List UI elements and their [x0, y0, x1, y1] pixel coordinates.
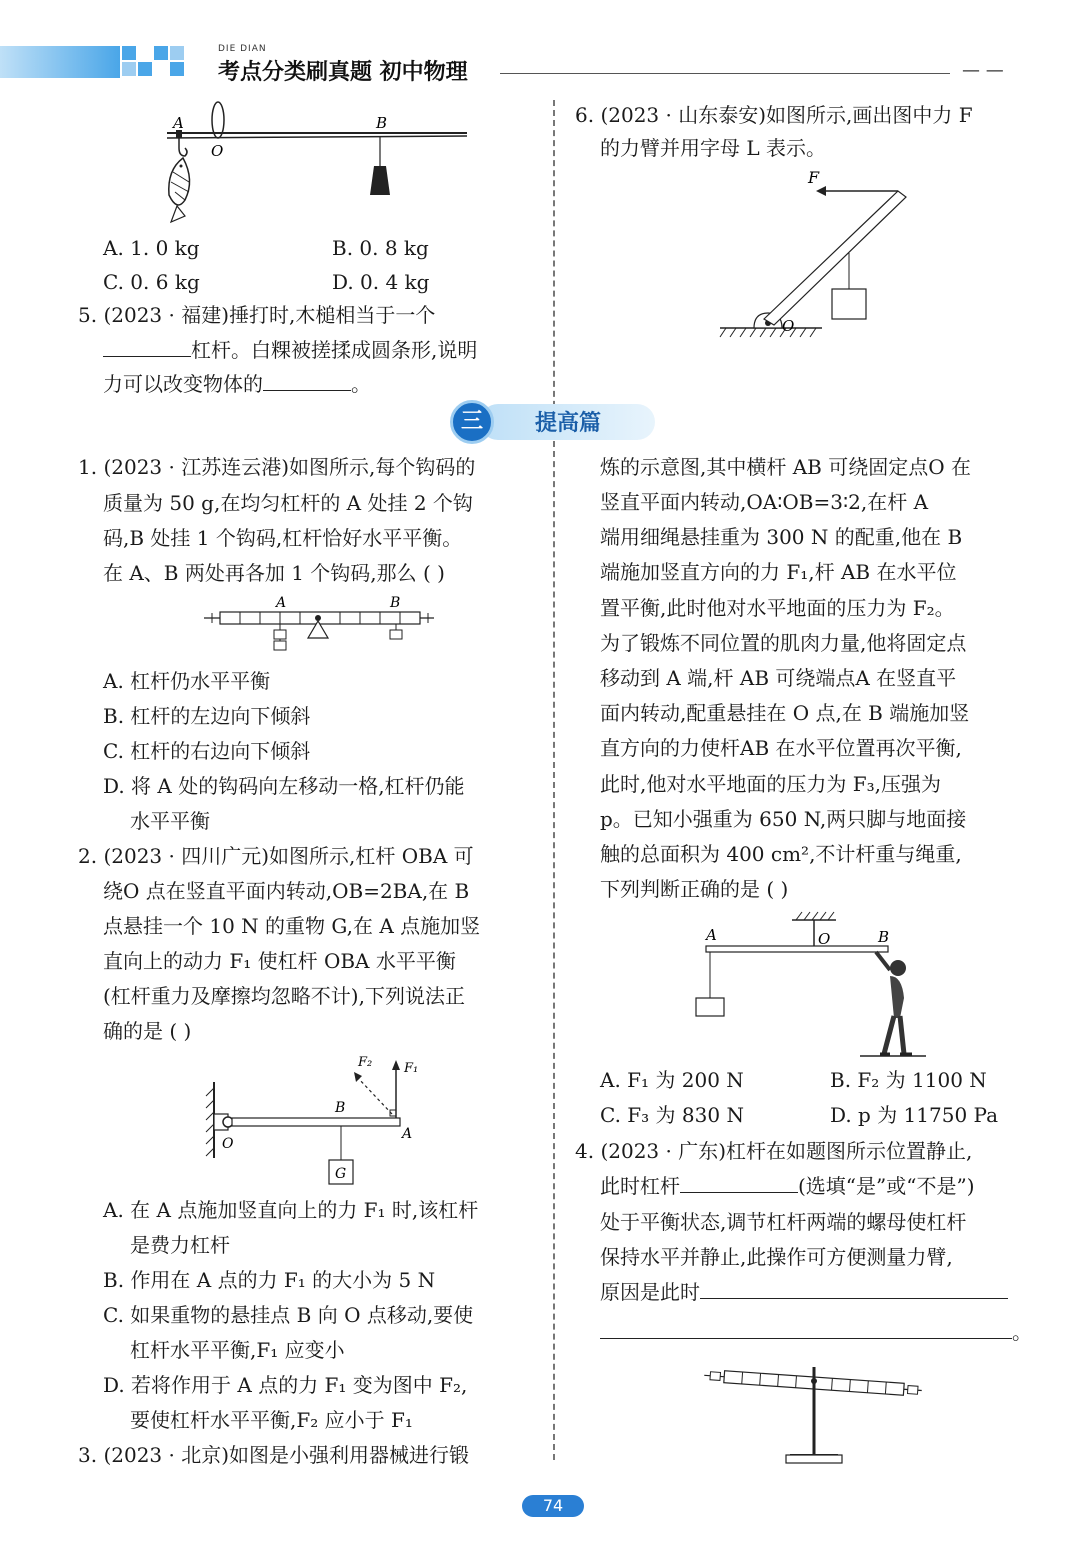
q3-cont-line-11: p。已知小强重为 650 N,两只脚与地面接 [600, 807, 967, 831]
q3-cont-line-4: 端施加竖直方向的力 F₁,杆 AB 在水平位 [600, 560, 957, 584]
q3-cont-line-5: 置平衡,此时他对水平地面的压力为 F₂。 [600, 596, 955, 620]
q3-cont-line-3: 端用细绳悬挂重为 300 N 的配重,他在 B [600, 525, 963, 549]
fish-label-a: A [173, 114, 184, 132]
q4-line-5: 原因是此时 [600, 1278, 1008, 1306]
q3-cont-line-1: 炼的示意图,其中横杆 AB 可绕固定点O 在 [600, 455, 971, 479]
q1-line-4: 在 A、B 两处再各加 1 个钩码,那么 ( ) [103, 561, 445, 585]
q2-line-1: 2. (2023 · 四川广元)如图所示,杠杆 OBA 可 [78, 844, 474, 868]
q6-line-2: 的力臂并用字母 L 表示。 [600, 136, 826, 160]
q3-option-c: C. F₃ 为 830 N [600, 1103, 744, 1127]
q3-fig-b: B [878, 928, 890, 946]
q2-option-c: C. 如果重物的悬挂点 B 向 O 点移动,要使 [103, 1303, 474, 1327]
page-number: 74 [522, 1495, 584, 1517]
header-title: 考点分类刷真题 初中物理 [218, 60, 468, 85]
q5-line-2: 杠杆。白粿被搓揉成圆条形,说明 [103, 336, 477, 364]
fish-steelyard-figure [155, 100, 475, 230]
q3-option-a: A. F₁ 为 200 N [600, 1068, 744, 1092]
header-rule [500, 73, 950, 74]
header-dashes: — — [962, 60, 1004, 81]
q6-lever-figure [712, 165, 922, 350]
q4-blank-1[interactable] [680, 1172, 798, 1193]
q6-line-1: 6. (2023 · 山东泰安)如图所示,画出图中力 F [575, 103, 973, 127]
column-divider [553, 100, 555, 1460]
q2-option-c-cont: 杠杆水平平衡,F₁ 应变小 [130, 1338, 345, 1362]
q2-fig-o: O [222, 1136, 234, 1152]
q5-blank-1[interactable] [103, 336, 191, 357]
q2-option-a-cont: 是费力杠杆 [130, 1233, 230, 1257]
q3-cont-line-6: 为了锻炼不同位置的肌肉力量,他将固定点 [600, 631, 967, 655]
q1-option-d: D. 将 A 处的钩码向左移动一格,杠杆仍能 [103, 774, 465, 798]
section-title: 提高篇 [535, 411, 602, 436]
q3-option-d: D. p 为 11750 Pa [830, 1103, 999, 1127]
q1-line-3: 码,B 处挂 1 个钩码,杠杆恰好水平平衡。 [103, 526, 463, 550]
q4-option-b: B. 0. 8 kg [332, 236, 429, 260]
q1-line-1: 1. (2023 · 江苏连云港)如图所示,每个钩码的 [78, 455, 476, 479]
fish-label-b: B [376, 114, 388, 132]
q2-line-3: 点悬挂一个 10 N 的重物 G,在 A 点施加竖 [103, 914, 481, 938]
q2-line-4: 直向上的动力 F₁ 使杠杆 OBA 水平平衡 [103, 949, 456, 973]
q5-blank-2[interactable] [263, 370, 351, 391]
q1-option-c: C. 杠杆的右边向下倾斜 [103, 739, 311, 763]
q2-fig-a: A [402, 1126, 413, 1142]
q3-cont-line-10: 此时,他对水平地面的压力为 F₃,压强为 [600, 772, 941, 796]
q4-line-3: 处于平衡状态,调节杠杆两端的螺母使杠杆 [600, 1210, 967, 1234]
q3-cont-line-2: 竖直平面内转动,OA∶OB=3∶2,在杆 A [600, 490, 929, 514]
q2-fig-g: G [335, 1166, 347, 1182]
q3-fig-o: O [818, 930, 831, 948]
q4-line-6: 。 [600, 1318, 1032, 1346]
q3-cont-line-13: 下列判断正确的是 ( ) [600, 877, 789, 901]
section-banner [450, 400, 660, 444]
header-decoration [0, 38, 190, 78]
q6-fig-o: O [782, 317, 795, 335]
q3-fig-a: A [706, 926, 717, 944]
q2-fig-b: B [335, 1100, 346, 1116]
q2-option-a: A. 在 A 点施加竖直向上的力 F₁ 时,该杠杆 [103, 1198, 479, 1222]
q3-cont-line-7: 移动到 A 端,杆 AB 可绕端点A 在竖直平 [600, 666, 957, 690]
q4-line-1: 4. (2023 · 广东)杠杆在如题图所示位置静止, [575, 1139, 973, 1163]
q5-line-3: 力可以改变物体的 。 [103, 372, 371, 396]
q2-fig-f1: F₁ [404, 1061, 419, 1076]
q1-line-2: 质量为 50 g,在均匀杠杆的 A 处挂 2 个钩 [103, 491, 473, 515]
q2-option-b: B. 作用在 A 点的力 F₁ 的大小为 5 N [103, 1268, 436, 1292]
q2-fig-f2: F₂ [358, 1055, 373, 1070]
section-icon: 三 [450, 400, 494, 444]
q3-exercise-figure [690, 908, 940, 1060]
q3-option-b: B. F₂ 为 1100 N [830, 1068, 987, 1092]
q2-option-d: D. 若将作用于 A 点的力 F₁ 变为图中 F₂, [103, 1373, 468, 1397]
q4-option-a: A. 1. 0 kg [103, 236, 200, 260]
header-brand: DIE DIAN [218, 44, 267, 54]
q2-line-2: 绕O 点在竖直平面内转动,OB=2BA,在 B [103, 879, 470, 903]
q1-option-d-cont: 水平平衡 [130, 809, 210, 833]
q1-fig-label-a: A [276, 595, 287, 611]
q2-lever-figure [200, 1050, 430, 1190]
q1-lever-figure [200, 594, 440, 660]
q3-cont-line-12: 触的总面积为 400 cm²,不计杆重与绳重, [600, 842, 962, 866]
q4-blank-2-cont[interactable] [600, 1318, 1012, 1339]
q1-option-b: B. 杠杆的左边向下倾斜 [103, 704, 311, 728]
q4-option-d: D. 0. 4 kg [332, 270, 430, 294]
q4-blank-2[interactable] [700, 1278, 1008, 1299]
q1-option-a: A. 杠杆仍水平平衡 [103, 669, 271, 693]
q3-cont-line-8: 面内转动,配重悬挂在 O 点,在 B 端施加竖 [600, 701, 970, 725]
q6-fig-f: F [808, 168, 820, 187]
q4-line-4: 保持水平并静止,此操作可方便测量力臂, [600, 1245, 953, 1269]
q4-line-2: 此时杠杆 (选填“是”或“不是”) [600, 1174, 975, 1198]
q4-option-c: C. 0. 6 kg [103, 270, 200, 294]
q1-fig-label-b: B [390, 595, 401, 611]
q5-line-1: 5. (2023 · 福建)捶打时,木槌相当于一个 [78, 303, 436, 327]
q2-line-6: 确的是 ( ) [103, 1019, 192, 1043]
q3-cont-line-9: 直方向的力使杆AB 在水平位置再次平衡, [600, 736, 962, 760]
fish-label-o: O [211, 142, 224, 160]
q4-lever-stand-figure [700, 1355, 930, 1470]
q2-option-d-cont: 要使杠杆水平平衡,F₂ 应小于 F₁ [130, 1408, 413, 1432]
q2-line-5: (杠杆重力及摩擦均忽略不计),下列说法正 [103, 984, 465, 1008]
q3-line-1: 3. (2023 · 北京)如图是小强利用器械进行锻 [78, 1443, 470, 1467]
